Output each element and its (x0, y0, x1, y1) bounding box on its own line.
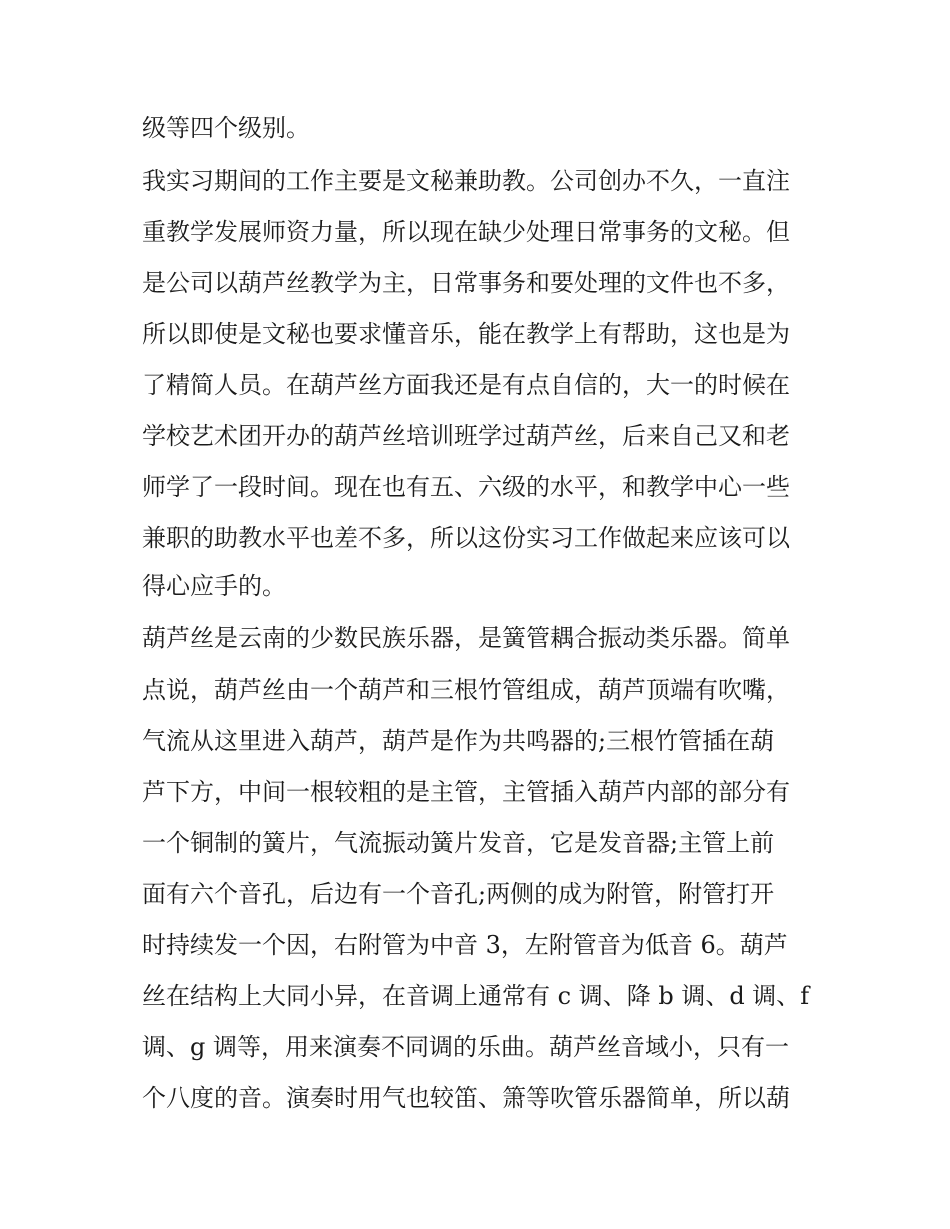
text-line: 一个铜制的簧片，气流振动簧片发音，它是发音器;主管上前 (142, 829, 775, 857)
text-line: 丝在结构上大同小异，在音调上通常有 c 调、降 b 调、d 调、f (142, 982, 810, 1010)
text-line: 调、g 调等，用来演奏不同调的乐曲。葫芦丝音域小，只有一 (142, 1033, 789, 1061)
text-line: 点说，葫芦丝由一个葫芦和三根竹管组成，葫芦顶端有吹嘴， (142, 676, 790, 704)
text-line: 级等四个级别。 (142, 114, 310, 142)
text-line: 面有六个音孔，后边有一个音孔;两侧的成为附管，附管打开 (142, 880, 775, 908)
text-line: 了精简人员。在葫芦丝方面我还是有点自信的，大一的时候在 (142, 371, 790, 399)
text-line: 我实习期间的工作主要是文秘兼助教。公司创办不久，一直注 (142, 167, 790, 195)
text-line: 个八度的音。演奏时用气也较笛、箫等吹管乐器简单，所以葫 (142, 1084, 790, 1112)
text-line: 兼职的助教水平也差不多，所以这份实习工作做起来应该可以 (142, 524, 790, 552)
text-line: 气流从这里进入葫芦，葫芦是作为共鸣器的;三根竹管插在葫 (142, 727, 775, 755)
text-line: 得心应手的。 (142, 572, 286, 600)
text-line: 学校艺术团开办的葫芦丝培训班学过葫芦丝，后来自己又和老 (142, 422, 790, 450)
text-line: 时持续发一个因，右附管为中音 3，左附管音为低音 6。葫芦 (142, 931, 788, 959)
text-line: 师学了一段时间。现在也有五、六级的水平，和教学中心一些 (142, 473, 790, 501)
text-line: 葫芦丝是云南的少数民族乐器，是簧管耦合振动类乐器。简单 (142, 624, 790, 652)
text-line: 重教学发展师资力量，所以现在缺少处理日常事务的文秘。但 (142, 218, 790, 246)
text-line: 所以即使是文秘也要求懂音乐，能在教学上有帮助，这也是为 (142, 320, 790, 348)
text-line: 是公司以葫芦丝教学为主，日常事务和要处理的文件也不多， (142, 269, 790, 297)
text-line: 芦下方，中间一根较粗的是主管，主管插入葫芦内部的部分有 (142, 778, 790, 806)
